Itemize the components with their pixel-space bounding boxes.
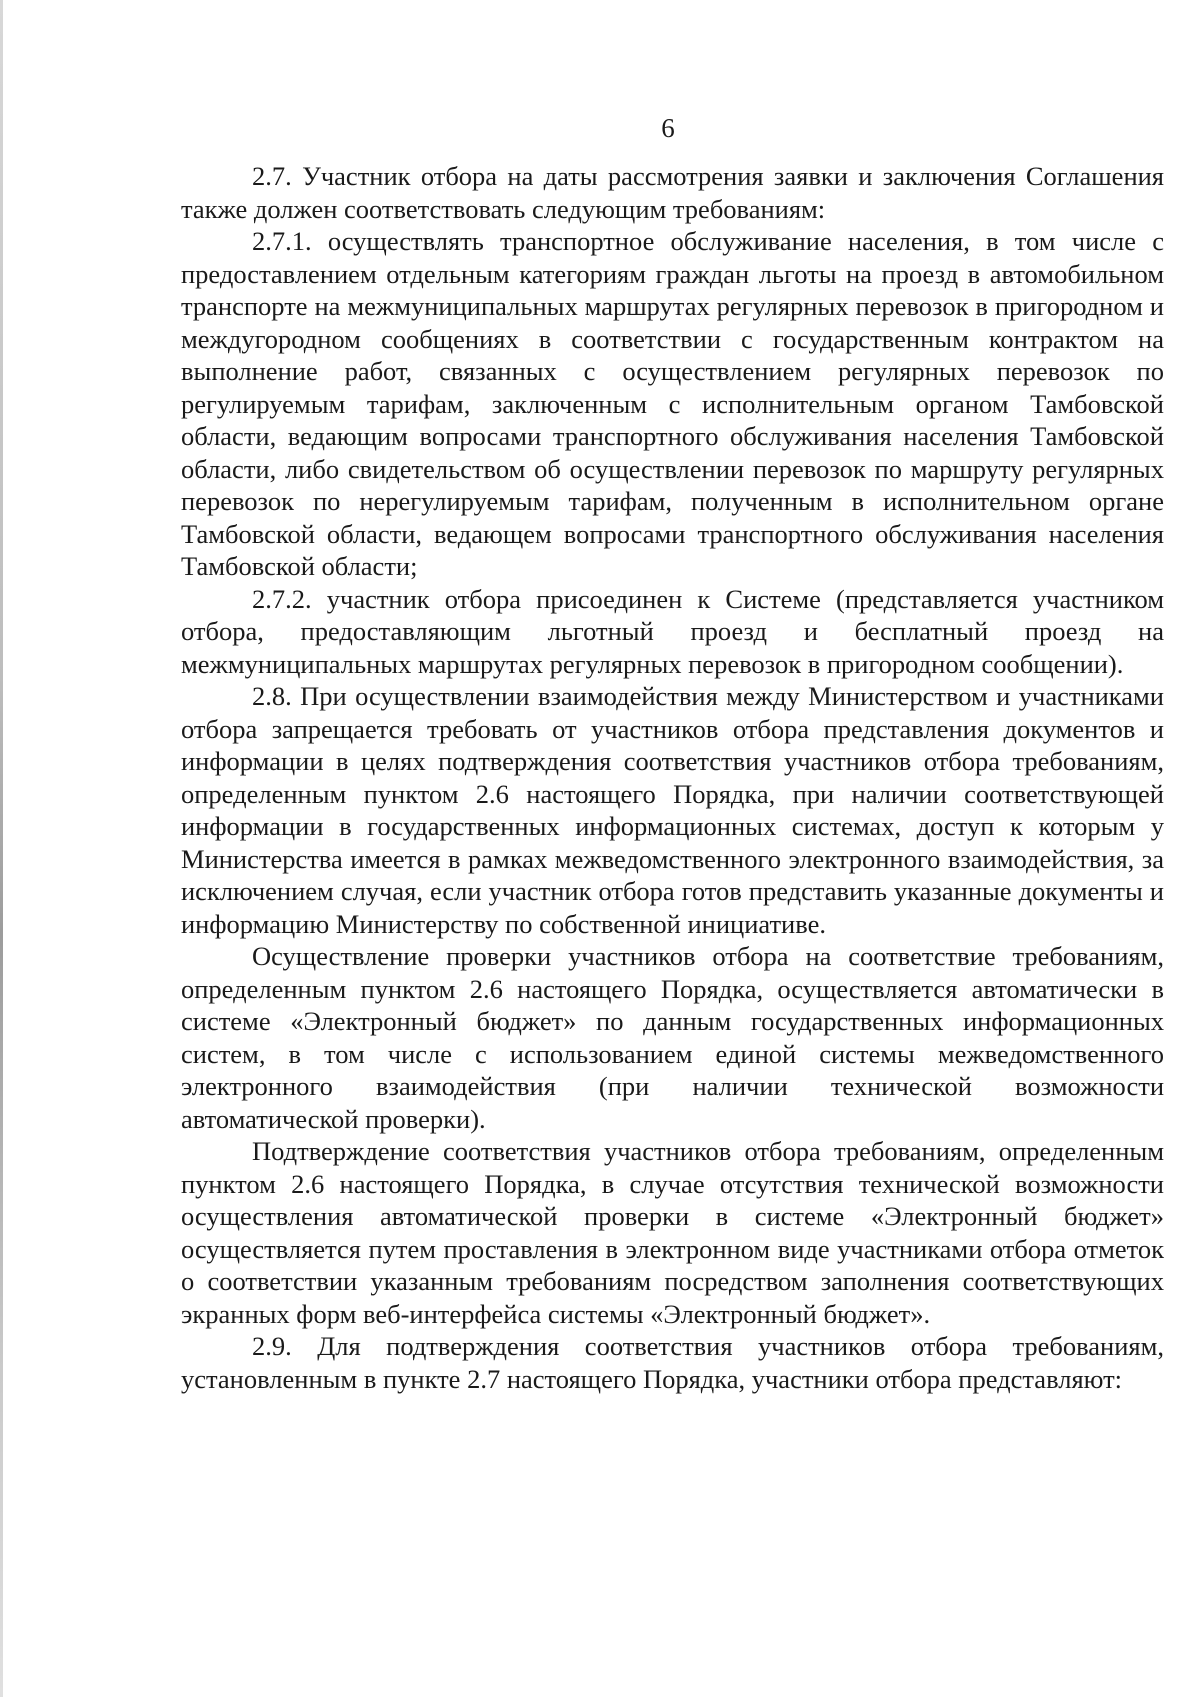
paragraph-automatic-check: Осуществление проверки участников отбора на соответствие требованиям, определенным пунктом 2.6 настоящего Порядка, осуществляется автоматически в системе «Электронный бюджет» по данным государственных информационных систем, в том числе с использованием единой системы межведомственного электронного взаимодействия (при наличии технической возможности автоматической проверки).	[181, 941, 1164, 1134]
document-body	[181, 160, 1164, 1395]
paragraph-2-7-1: 2.7.1. осуществлять транспортное обслуживание населения, в том числе с предоставлением отдельным категориям граждан льготы на проезд в автомобильном транспорте на межмуниципальных маршрутах регулярных перевозок в пригородном и междугородном сообщениях в соответствии с государственным контрактом на выполнение работ, связанных с осуществлением регулярных перевозок по регулируемым тарифам, заключенным с исполнительным органом Тамбовской области, ведающим вопросами транспортного обслуживания населения Тамбовской области, либо свидетельством об осуществлении перевозок по маршруту регулярных перевозок по нерегулируемым тарифам, полученным в исполнительном органе Тамбовской области, ведающем вопросами транспортного обслуживания населения Тамбовской области;	[181, 226, 1164, 581]
paragraph-2-7-2: 2.7.2. участник отбора присоединен к Системе (представляется участником отбора, предоставляющим льготный проезд и бесплатный проезд на межмуниципальных маршрутах регулярных перевозок в пригородном сообщении).	[181, 583, 1164, 679]
scan-edge	[0, 0, 3, 1697]
page-number: 6	[661, 113, 675, 143]
paragraph-2-8: 2.8. При осуществлении взаимодействия между Министерством и участниками отбора запрещается требовать от участников отбора представления документов и информации в целях подтверждения соответствия участников отбора требованиям, определенным пунктом 2.6 настоящего Порядка, при наличии соответствующей информации в государственных информационных системах, доступ к которым у Министерства имеется в рамках межведомственного электронного взаимодействия, за исключением случая, если участник отбора готов представить указанные документы и информацию Министерству по собственной инициативе.	[181, 681, 1164, 939]
paragraph-confirmation: Подтверждение соответствия участников отбора требованиям, определенным пунктом 2.6 настоящего Порядка, в случае отсутствия технической возможности осуществления автоматической проверки в системе «Электронный бюджет» осуществляется путем проставления в электронном виде участниками отбора отметок о соответствии указанным требованиям посредством заполнения соответствующих экранных форм веб-интерфейса системы «Электронный бюджет».	[181, 1136, 1164, 1329]
paragraph-2-9: 2.9. Для подтверждения соответствия участников отбора требованиям, установленным в пункте 2.7 настоящего Порядка, участники отбора представляют:	[181, 1331, 1164, 1394]
paragraph-2-7: 2.7. Участник отбора на даты рассмотрения заявки и заключения Соглашения также должен соответствовать следующим требованиям:	[181, 161, 1164, 224]
